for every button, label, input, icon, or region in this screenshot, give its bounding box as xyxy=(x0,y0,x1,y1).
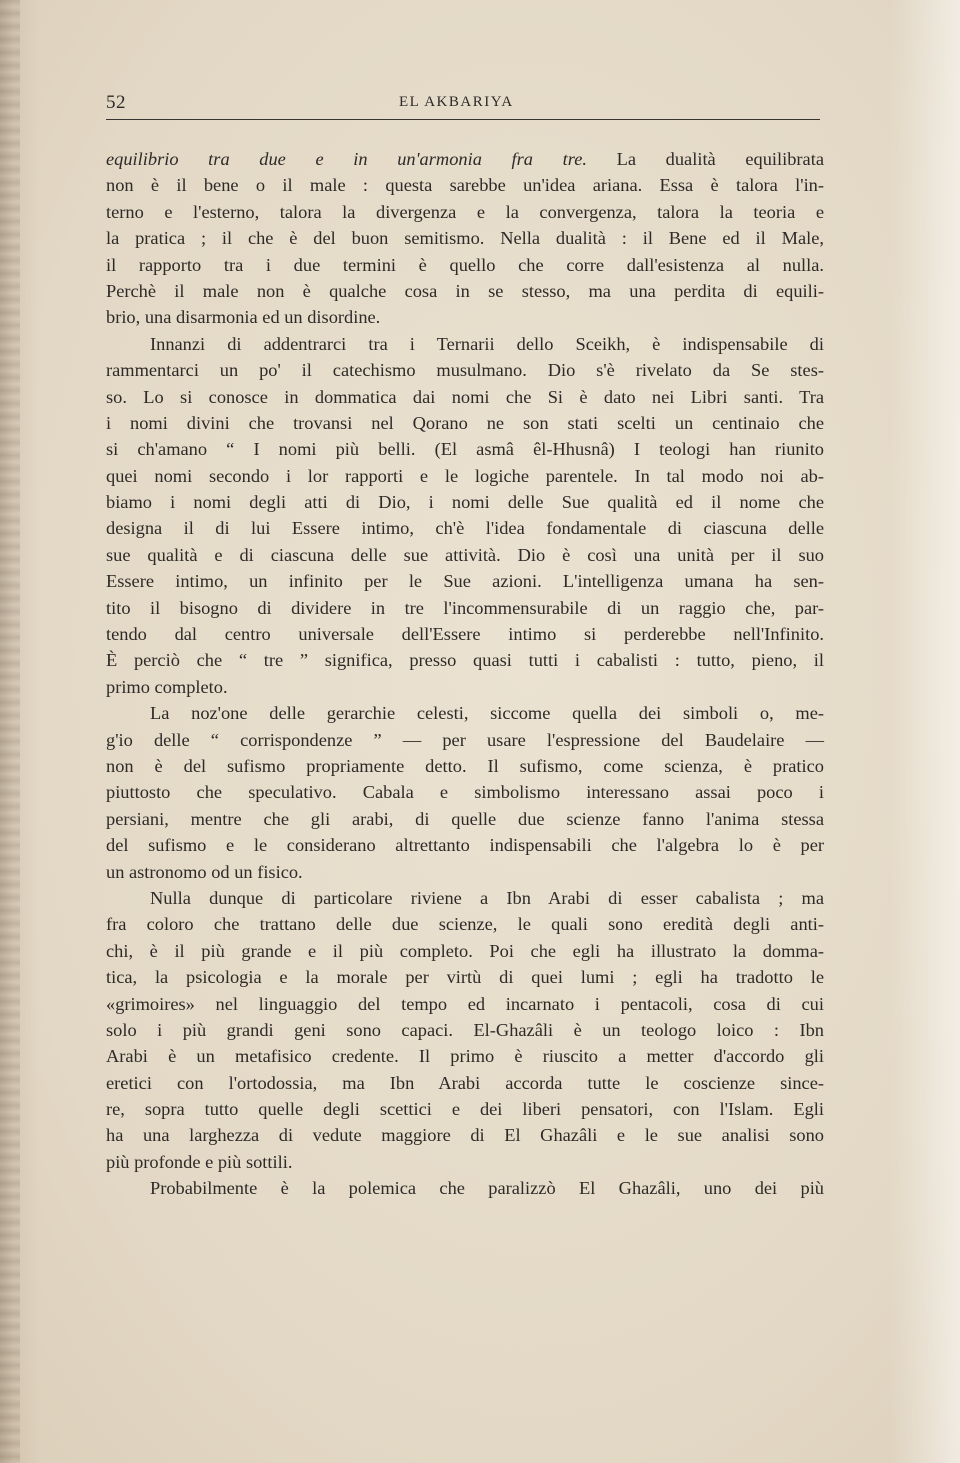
text-line: re, sopra tutto quelle degli scettici e dei liberi pensatori, con l'Islam. Egli xyxy=(106,1099,824,1120)
text-line: piuttosto che speculativo. Cabala e simbolismo interessano assai poco i xyxy=(106,782,824,803)
text-line: tica, la psicologia e la morale per virtù di quei lumi ; egli ha tradotto le xyxy=(106,967,824,988)
text-line: i nomi divini che trovansi nel Qorano ne son stati scelti un centinaio che xyxy=(106,412,824,433)
text-line: terno e l'esterno, talora la divergenza e la convergenza, talora la teoria e xyxy=(106,201,824,222)
text-line: non è del sufismo propriamente detto. Il sufismo, come scienza, è pratico xyxy=(106,755,824,776)
text-line: persiani, mentre che gli arabi, di quelle due scienze fanno l'anima stessa xyxy=(106,808,824,829)
text-line: Probabilmente è la polemica che paralizzò El Ghazâli, uno dei più xyxy=(150,1178,824,1199)
running-title: EL AKBARIYA xyxy=(399,94,514,110)
text-line: La noz'one delle gerarchie celesti, siccome quella dei simboli o, me- xyxy=(150,703,824,724)
text-line: chi, è il più grande e il più completo. Poi che egli ha illustrato la domma- xyxy=(106,940,824,961)
text-line: un astronomo od un fisico. xyxy=(106,861,303,882)
text-line: Nulla dunque di particolare riviene a Ibn Arabi di esser cabalista ; ma xyxy=(150,887,824,908)
text-line: Arabi è un metafisico credente. Il primo è riuscito a metter d'accordo gli xyxy=(106,1046,824,1067)
text-line: designa il di lui Essere intimo, ch'è l'idea fondamentale di ciascuna delle xyxy=(106,518,824,539)
text-line: tendo dal centro universale dell'Essere intimo si perderebbe nell'Infinito. xyxy=(106,624,824,645)
text-line: non è il bene o il male : questa sarebbe un'idea ariana. Essa è talora l'in- xyxy=(106,175,824,196)
text-line: il rapporto tra i due termini è quello che corre dall'esistenza al nulla. xyxy=(106,254,824,275)
page-binding-edge xyxy=(0,0,20,1463)
text-line: Perchè il male non è qualche cosa in se stesso, ma una perdita di equili- xyxy=(106,280,824,301)
text-line: del sufismo e le considerano altrettanto indispensabili che l'algebra lo è per xyxy=(106,835,824,856)
running-head xyxy=(106,92,820,114)
page-number: 52 xyxy=(106,92,126,113)
text-line: so. Lo si conosce in dommatica dai nomi che Si è dato nei Libri santi. Tra xyxy=(106,386,824,407)
text-line: la pratica ; il che è del buon semitismo. Nella dualità : il Bene ed il Male, xyxy=(106,228,824,249)
header-rule xyxy=(106,119,820,120)
body-text xyxy=(106,146,824,1202)
text-line: Innanzi di addentrarci tra i Ternarii dello Sceikh, è indispensabile di xyxy=(150,333,824,354)
text-line: biamo i nomi degli atti di Dio, i nomi delle Sue qualità ed il nome che xyxy=(106,492,824,513)
line-text: La dualità equilibrata xyxy=(586,149,824,169)
text-line: g'io delle “ corrispondenze ” — per usare l'espressione del Baudelaire — xyxy=(106,729,824,750)
text-line: primo completo. xyxy=(106,676,228,697)
text-line: «grimoires» nel linguaggio del tempo ed incarnato i pentacoli, cosa di cui xyxy=(106,993,824,1014)
text-line: eretici con l'ortodossia, ma Ibn Arabi accorda tutte le coscienze since- xyxy=(106,1072,824,1093)
text-line: si ch'amano “ I nomi più belli. (El asmâ êl-Hhusnâ) I teologi han riunito xyxy=(106,439,824,460)
text-line: brio, una disarmonia ed un disordine. xyxy=(106,307,381,328)
text-line: solo i più grandi geni sono capaci. El-Ghazâli è un teologo loico : Ibn xyxy=(106,1019,824,1040)
text-line: ha una larghezza di vedute maggiore di El Ghazâli e le sue analisi sono xyxy=(106,1125,824,1146)
text-line: più profonde e più sottili. xyxy=(106,1151,293,1172)
italic-phrase: equilibrio tra due e in un'armonia fra tre. xyxy=(106,149,587,169)
text-line: sue qualità e di ciascuna delle sue attività. Dio è così una unità per il suo xyxy=(106,544,824,565)
text-line xyxy=(106,146,824,172)
text-line: È perciò che “ tre ” significa, presso quasi tutti i cabalisti : tutto, pieno, il xyxy=(106,650,824,671)
text-line: quei nomi secondo i lor rapporti e le logiche parentele. In tal modo noi ab- xyxy=(106,465,824,486)
text-line: Essere intimo, un infinito per le Sue azioni. L'intelligenza umana ha sen- xyxy=(106,571,824,592)
text-line: tito il bisogno di dividere in tre l'incommensurabile di un raggio che, par- xyxy=(106,597,824,618)
text-line: rammentarci un po' il catechismo musulmano. Dio s'è rivelato da Se stes- xyxy=(106,360,824,381)
text-line: fra coloro che trattano delle due scienze, le quali sono eredità degli anti- xyxy=(106,914,824,935)
